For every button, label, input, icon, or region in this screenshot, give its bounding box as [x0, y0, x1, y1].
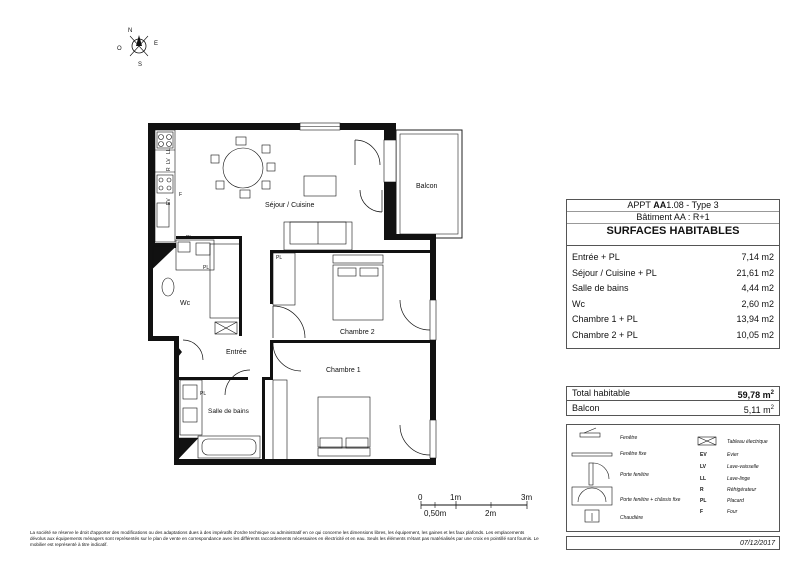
scale-b1: 2m [485, 509, 497, 518]
legend-code-lv: LV [700, 464, 707, 470]
building-floor: Bâtiment AA : R+1 [636, 212, 710, 222]
code-pl-b: PL [203, 265, 210, 271]
balcon-surface: Balcon 5,11 $m^2$ [566, 401, 780, 416]
toilet-icon [162, 278, 174, 296]
scale-t0: 0 [418, 493, 423, 502]
closet-chambre1 [273, 380, 287, 460]
code-r: R [166, 167, 172, 171]
code-ll: LL [166, 148, 172, 154]
legend-porte-fenetre: Porte fenêtre [620, 472, 649, 478]
legend-f: Four [727, 509, 738, 515]
surface-row: Salle de bains 4,44 m2 [572, 283, 774, 293]
surface-row: Chambre 1 + PL 13,94 m2 [572, 314, 774, 324]
plan-date: 07/12/2017 [566, 536, 780, 550]
legend-chaudiere: Chaudière [620, 515, 644, 521]
compass-icon [117, 28, 158, 68]
label-balcon: Balcon [416, 183, 438, 190]
compass-e: E [154, 41, 159, 47]
label-sejour: Séjour / Cuisine [265, 202, 315, 209]
legend-code-ll: LL [700, 476, 707, 482]
scale-t1: 1m [450, 493, 462, 502]
legend-lv: Lave-vaisselle [727, 464, 759, 470]
label-sdb: Salle de bains [208, 408, 249, 415]
legend-porte-fenetre-chassis: Porte fenêtre + châssis fixe [620, 497, 681, 503]
surface-row: Chambre 2 + PL 10,05 m2 [572, 329, 774, 340]
dining-table [211, 137, 275, 198]
surface-row: Wc 2,60 m2 [572, 298, 774, 309]
bed-chambre2-icon [333, 255, 383, 320]
code-lv: LV [166, 158, 172, 164]
legend-ll: Lave-linge [727, 476, 751, 482]
legend-fenetre: Fenêtre [620, 435, 638, 441]
label-wc: Wc [180, 300, 191, 307]
total-habitable: Total habitable 59,78 $m^2$ [566, 386, 780, 401]
legend-code-f: F [700, 509, 704, 515]
bathroom-fixtures [179, 380, 260, 458]
code-f: F [179, 192, 183, 198]
scale-t2: 3m [521, 493, 533, 502]
legal-note: La société se réserve le droit d'apporter des modifications ou des adaptations dues à des impératifs d'ordre technique ou administratif en ce qui concerne les dimensions libres, les équipement, les gaines et les faux plafonds. Les emplacements dévolus aux équipements ménagers sont représentés sur le plan de vente en correspondance avec les différents raccordements nécessaires en électricité et en eau. Seuls les éléments n'étant pas matérialisés par une croix en pointillé sont fournis. Le mobilier est représenté à titre indicatif. [30, 530, 539, 547]
apartment-id: APPT AA1.08 - Type 3 [567, 200, 779, 212]
legend-tableau: Tableau électrique [727, 439, 768, 445]
scale-b0: 0,50m [424, 509, 447, 518]
scale-bar [418, 493, 532, 518]
legend-code-ev: EV [700, 452, 707, 458]
code-pl-c: PL [276, 255, 283, 261]
legend-code-pl: PL [700, 498, 707, 504]
coffee-table [304, 176, 336, 196]
legend-fenetre-fixe: Fenêtre fixe [620, 451, 647, 457]
label-entree: Entrée [226, 349, 247, 356]
code-pl-a: PL [186, 235, 193, 241]
compass-s: S [138, 62, 143, 68]
kitchen-counter [155, 130, 175, 242]
legend-ev: Evier [727, 452, 739, 458]
surface-row: Entrée + PL 7,14 m2 [572, 252, 774, 262]
surfaces-title: SURFACES HABITABLES [567, 223, 779, 239]
surface-row: Séjour / Cuisine + PL 21,61 m2 [572, 267, 774, 278]
apartment-header [566, 199, 780, 246]
legend-code-r: R [700, 487, 704, 493]
code-ev: EV [166, 198, 172, 205]
compass-n: N [128, 28, 133, 34]
legend-pl: Placard [727, 498, 744, 504]
legend-r: Réfrigérateur [727, 487, 757, 493]
label-chambre1: Chambre 1 [326, 367, 361, 374]
label-chambre2: Chambre 2 [340, 329, 375, 336]
surfaces-table [566, 246, 780, 349]
sofa [284, 222, 352, 250]
code-pl-d: PL [200, 391, 207, 397]
bed-chambre1-icon [318, 397, 370, 456]
compass-o: O [117, 46, 122, 52]
